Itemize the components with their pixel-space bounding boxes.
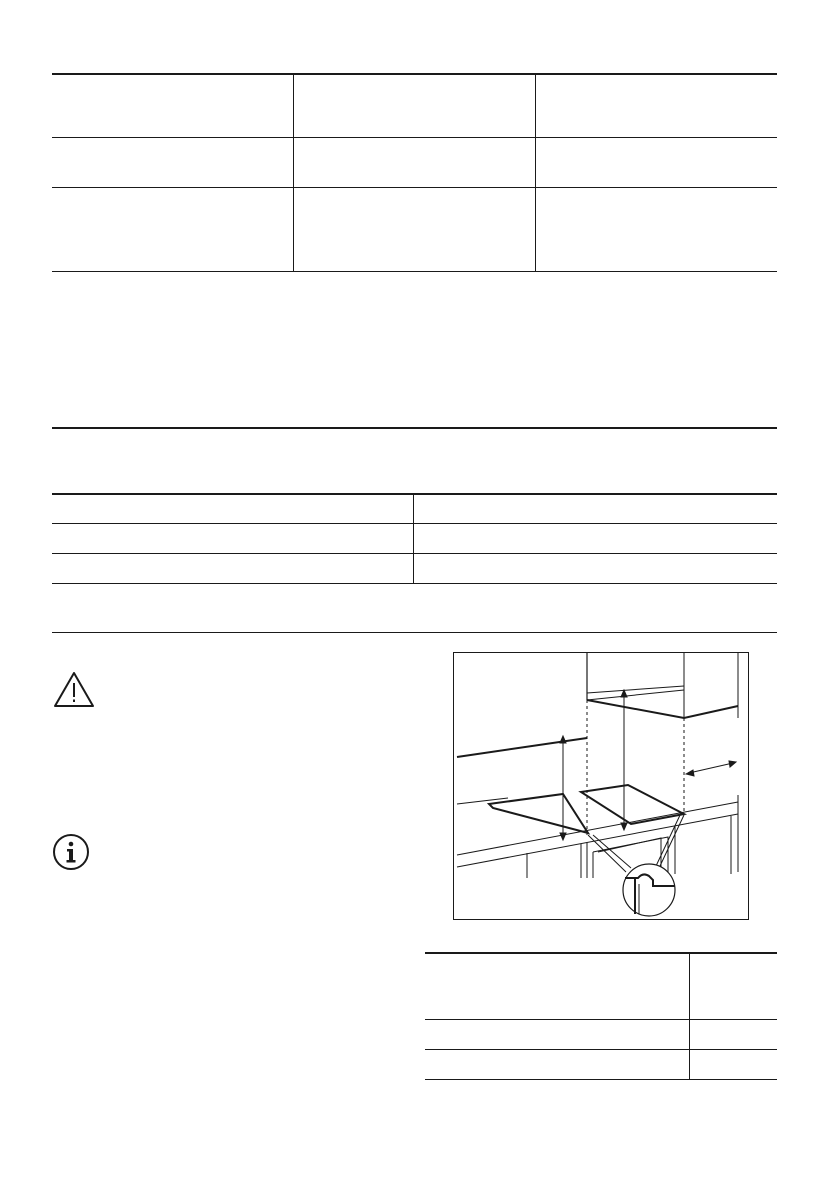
section-rule [52,632,777,633]
table-1-header-rule [52,137,777,138]
table-1-col-divider [535,74,536,272]
installation-diagram [453,652,749,920]
section-rule [52,427,777,429]
table-2-row-rule [52,553,777,554]
detail-magnifier [623,864,675,916]
table-3-header-rule [425,1019,777,1020]
table-1-row-rule [52,187,777,188]
table-1-col-divider [293,74,294,272]
table-2-col-divider [413,494,414,584]
info-circle-icon [52,833,90,871]
table-2-bottom-rule [52,583,777,584]
table-2-top-rule [52,493,777,495]
table-1-bottom-rule [52,271,777,272]
table-3-bottom-rule [425,1079,777,1080]
table-2-row-rule [52,523,777,524]
table-3-row-rule [425,1049,777,1050]
table-3-col-divider [689,953,690,1080]
table-3-top-rule [425,952,777,954]
table-1-top-rule [52,73,777,75]
warning-triangle-icon [53,671,95,709]
